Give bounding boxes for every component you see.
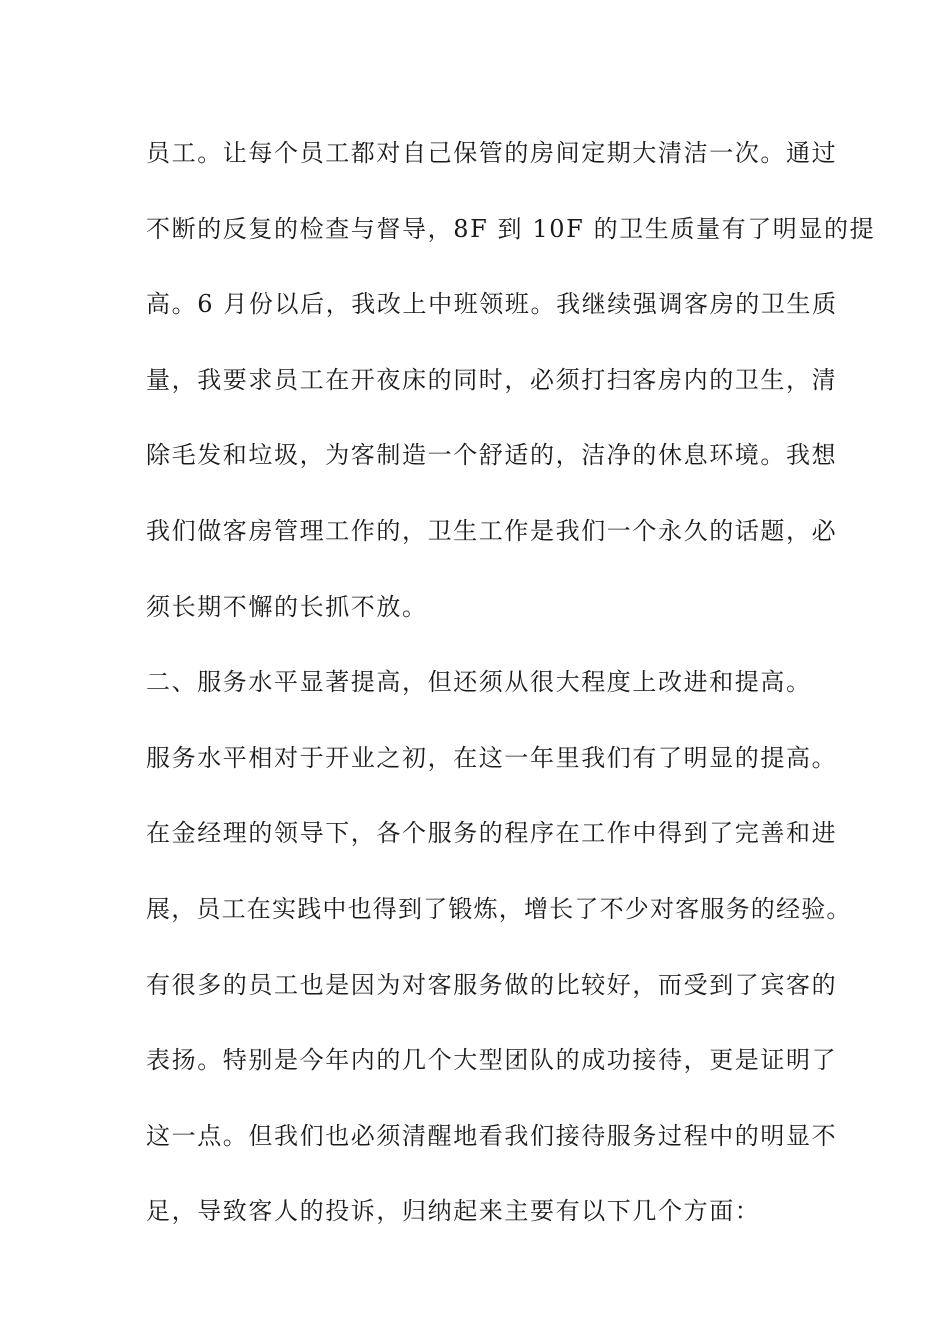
paragraph-line: 服务水平相对于开业之初，在这一年里我们有了明显的提高。 [146,743,838,772]
paragraph-line: 有很多的员工也是因为对客服务做的比较好，而受到了宾客的 [146,970,838,999]
paragraph-line: 足，导致客人的投诉，归纳起来主要有以下几个方面： [146,1197,761,1226]
paragraph-line: 在金经理的领导下，各个服务的程序在工作中得到了完善和进 [146,819,838,848]
paragraph-line: 我们做客房管理工作的，卫生工作是我们一个永久的话题，必 [146,516,838,545]
paragraph-line: 高。6 月份以后，我改上中班领班。我继续强调客房的卫生质 [146,290,838,319]
paragraph-line: 须长期不懈的长抓不放。 [146,592,428,621]
section-heading: 二、服务水平显著提高，但还须从很大程度上改进和提高。 [146,668,812,697]
paragraph-line: 员工。让每个员工都对自己保管的房间定期大清洁一次。通过 [146,139,838,167]
paragraph-line: 不断的反复的检查与督导，8F 到 10F 的卫生质量有了明显的提 [146,214,876,243]
paragraph-line: 这一点。但我们也必须清醒地看我们接待服务过程中的明显不 [146,1121,838,1150]
paragraph-line: 量，我要求员工在开夜床的同时，必须打扫客房内的卫生，清 [146,365,838,394]
document-body [146,130,876,1264]
paragraph-line: 除毛发和垃圾，为客制造一个舒适的，洁净的休息环境。我想 [146,441,838,470]
paragraph-line: 展，员工在实践中也得到了锻炼，增长了不少对客服务的经验。 [146,894,852,923]
paragraph-line: 表扬。特别是今年内的几个大型团队的成功接待，更是证明了 [146,1046,838,1075]
